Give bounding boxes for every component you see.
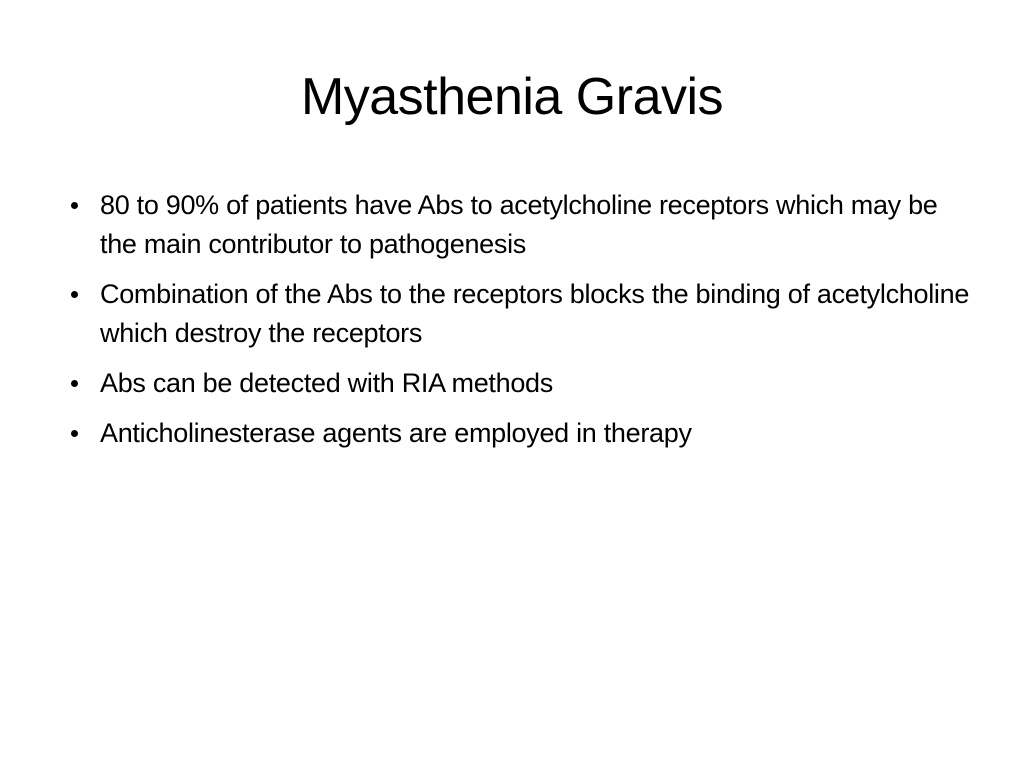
bullet-item: [70, 186, 970, 264]
bullet-item: [70, 414, 970, 453]
bullet-icon: [71, 291, 78, 298]
bullet-list: [70, 186, 970, 464]
bullet-icon: [71, 202, 78, 209]
bullet-text: 80 to 90% of patients have Abs to acetylcholine receptors which may be the main contributor to pathogenesis: [100, 190, 938, 259]
slide-title: Myasthenia Gravis: [300, 68, 724, 126]
bullet-text: Abs can be detected with RIA methods: [100, 368, 553, 398]
bullet-text: Anticholinesterase agents are employed in therapy: [100, 418, 692, 448]
bullet-text: Combination of the Abs to the receptors blocks the binding of acetylcholine which destroy the receptors: [100, 279, 970, 348]
bullet-icon: [71, 380, 78, 387]
bullet-item: [70, 364, 970, 403]
bullet-item: [70, 275, 970, 353]
bullet-icon: [71, 430, 78, 437]
